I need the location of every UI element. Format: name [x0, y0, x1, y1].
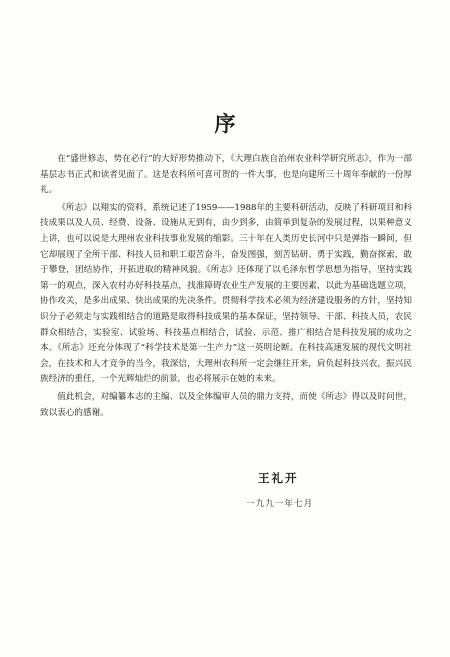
page-title: 序: [214, 111, 236, 136]
paragraph-1: 在“盛世修志，势在必行”的大好形势推动下，《大理白族自治州农业科学研究所志》，作为一部基层志书正式和读者见面了。这是农科所可喜可贺的一件大事，也是向建所三十周年奉献的一份厚礼。: [40, 154, 412, 196]
paragraph-2: 《所志》以翔实的资料，系统记述了1959——1988年的主要科研活动，反映了科研项目和科技成果以及人员、经费、设备、设施从无到有，由少到多，由简单到复杂的发展过程，以果种意义上讲，也可以说是大理州农业科技事业发展的缩影。三十年在人类历史长河中只是弹指一瞬间，但它却展现了全所干部、科技人员和职工艰苦奋斗，奋发图强，刻苦钻研、勇于实践，勤奋探索，敢于攀登，团结协作，开拓进取的精神风貌。《所志》还体现了以毛泽东哲学思想为指导，坚持实践第一的观点，深入农村办好科技基点，找准障碍农业生产发展的主要因素，以此为基础选题立项，协作攻关，是多出成果、快出成果的先决条件。贯彻科学技术必须为经济建设服务的方针，坚持知识分子必须走与实践相结合的道路是取得科技成果的基本保证，坚持领导、干部、科技人员，农民群众相结合，实验室、试验场、科技基点相结合，试验、示范、推广相结合是科技发展的成功之本。《所志》还充分体现了“科学技术是第一生产力”这一英明论断。在科技高速发展的现代文明社会，在技术和人才竞争的当今，我深信，大理州农科所一定会继往开来，肩负起科技兴农，振兴民族经济的重任，一个光辉灿烂的前景，也必将展示在她的未来。: [40, 202, 412, 385]
author-signature: 王礼开: [258, 471, 299, 485]
preface-body: [40, 152, 412, 421]
signature-date: 一九九一年七月: [246, 499, 314, 509]
paragraph-3: 值此机会，对编纂本志的主编、以及全体编审人员的鼎力支持，而使《所志》得以及时问世，致以衷心的感谢。: [40, 391, 412, 418]
